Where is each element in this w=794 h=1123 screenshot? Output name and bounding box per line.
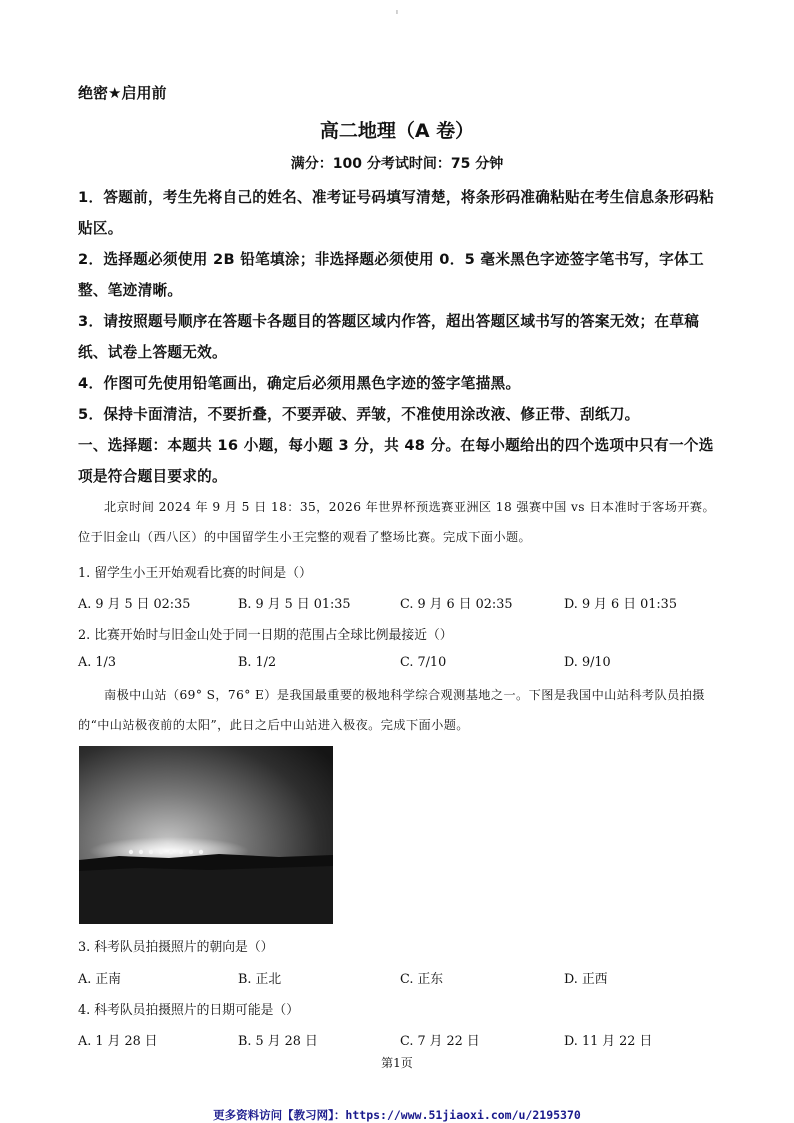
option-c: C. 9 月 6 日 02:35 <box>400 597 513 612</box>
option-b: B. 1/2 <box>238 655 277 670</box>
option-a: A. 正南 <box>78 972 121 987</box>
option-d: D. 9/10 <box>564 655 611 670</box>
option-b: B. 正北 <box>238 972 282 987</box>
question-4-options <box>78 1030 728 1050</box>
question-2-options <box>78 655 728 675</box>
question-1-options <box>78 593 728 613</box>
option-b: B. 5 月 28 日 <box>238 1034 318 1049</box>
page-title: 高二地理（A 卷） <box>319 120 475 142</box>
option-b: B. 9 月 5 日 01:35 <box>238 597 351 612</box>
question-3: 3. 科考队员拍摄照片的朝向是（） <box>78 940 274 955</box>
notice-3: 3．请按照题号顺序在答题卡各题目的答题区域内作答，超出答题区域书写的答案无效；在草稿纸、试卷上答题无效。 <box>78 313 700 361</box>
notice-4: 4．作图可先使用铅笔画出，确定后必须用黑色字迹的签字笔描黑。 <box>78 375 521 392</box>
option-c: C. 7/10 <box>400 655 447 670</box>
option-c: C. 正东 <box>400 972 444 987</box>
exam-info: 满分：100 分考试时间：75 分钟 <box>290 156 504 172</box>
question-3-options <box>78 968 728 988</box>
sunset-photo-icon <box>79 746 333 924</box>
option-d: D. 正西 <box>564 972 608 987</box>
notice-5: 5．保持卡面清洁，不要折叠，不要弄破、弄皱，不准使用涂改液、修正带、刮纸刀。 <box>78 406 640 423</box>
option-d: D. 9 月 6 日 01:35 <box>564 597 677 612</box>
passage-1: 北京时间 2024 年 9 月 5 日 18：35，2026 年世界杯预选赛亚洲区 18 强赛中国 vs 日本准时于客场开赛。位于旧金山（西八区）的中国留学生小王完整的观看了整场比赛。完成下面小题。 <box>78 500 716 544</box>
question-1: 1. 留学生小王开始观看比赛的时间是（） <box>78 566 312 581</box>
option-a: A. 1 月 28 日 <box>78 1034 158 1049</box>
option-c: C. 7 月 22 日 <box>400 1034 480 1049</box>
question-4: 4. 科考队员拍摄照片的日期可能是（） <box>78 1003 300 1018</box>
option-d: D. 11 月 22 日 <box>564 1034 653 1049</box>
section-heading: 一、选择题：本题共 16 小题，每小题 3 分，共 48 分。在每小题给出的四个选项中只有一个选项是符合题目要求的。 <box>78 437 714 485</box>
page-number: 第1页 <box>381 1056 413 1070</box>
option-a: A. 9 月 5 日 02:35 <box>78 597 191 612</box>
notice-1: 1．答题前，考生先将自己的姓名、准考证号码填写清楚，将条形码准确粘贴在考生信息条形码粘贴区。 <box>78 189 714 237</box>
notice-2: 2．选择题必须使用 2B 铅笔填涂；非选择题必须使用 0．5 毫米黑色字迹签字笔书写，字体工整、笔迹清晰。 <box>78 251 704 299</box>
question-2: 2. 比赛开始时与旧金山处于同一日期的范围占全球比例最接近（） <box>78 628 453 643</box>
page-mark: ı <box>396 8 398 16</box>
option-a: A. 1/3 <box>78 655 116 670</box>
resource-link[interactable]: 更多资料访问【教习网】：https://www.51jiaoxi.com/u/2195370 <box>213 1108 581 1122</box>
confidential-label: 绝密★启用前 <box>78 84 167 102</box>
passage-2: 南极中山站（69° S，76° E）是我国最重要的极地科学综合观测基地之一。下图是我国中山站科考队员拍摄的“中山站极夜前的太阳”，此日之后中山站进入极夜。完成下面小题。 <box>78 688 705 732</box>
